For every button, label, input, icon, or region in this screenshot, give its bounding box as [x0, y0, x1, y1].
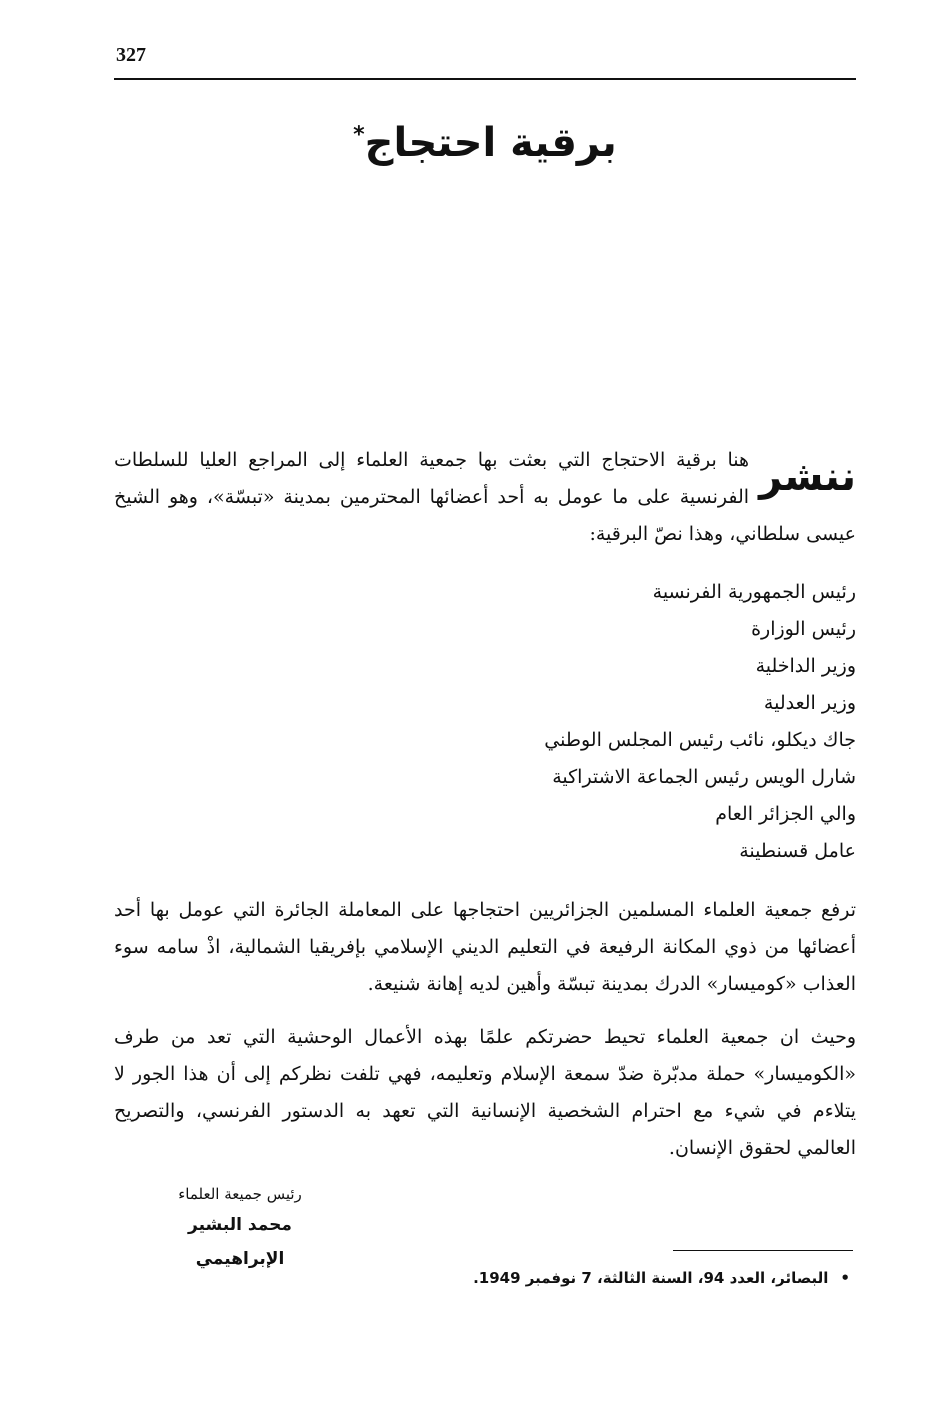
signature-name: محمد البشير الإبراهيمي	[188, 1215, 292, 1269]
recipient-item: رئيس الجمهورية الفرنسية	[652, 581, 856, 603]
intro-text: هنا برقية الاحتجاج التي بعثت بها جمعية العلماء إلى المراجع العليا للسلطات الفرنسية على ما عومل به أحد أعضائها المحترمين بمدينة «تبسّة»، وهو الشيخ عيسى سلطاني، وهذا نصّ البرقية:	[114, 449, 856, 545]
footnote-rule	[673, 1250, 853, 1251]
recipient-item: شارل الويس رئيس الجماعة الاشتراكية	[552, 766, 856, 788]
intro-drop-word: ننشر	[759, 454, 856, 500]
title-text: برقية احتجاج	[364, 120, 617, 166]
title-footnote-marker: *	[353, 122, 365, 148]
signature-block	[150, 1180, 330, 1276]
header-rule	[114, 78, 856, 80]
recipient-list	[114, 574, 860, 870]
footnote-bullet: •	[840, 1269, 850, 1287]
footnote-text: البصائر، العدد 94، السنة الثالثة، 7 نوفمبر 1949.	[473, 1269, 829, 1287]
footnote	[400, 1264, 850, 1292]
recipient-item: وزير الداخلية	[755, 655, 856, 677]
body-paragraph-1: ترفع جمعية العلماء المسلمين الجزائريين احتجاجها على المعاملة الجائرة التي عومل بها أحد أعضائها من ذوي المكانة الرفيعة في التعليم الديني الإسلامي بإفريقيا الشمالية، اذْ سامه سوء العذاب «كوميسار» الدرك بمدينة تبسّة وأهين لديه إهانة شنيعة.	[114, 899, 856, 995]
page-number: 327	[116, 44, 146, 66]
recipient-item: عامل قسنطينة	[739, 840, 856, 862]
recipient-item: وزير العدلية	[763, 692, 856, 714]
recipient-item: والي الجزائر العام	[715, 803, 856, 825]
recipient-item: رئيس الوزارة	[751, 618, 856, 640]
intro-paragraph	[114, 442, 856, 553]
page-title	[114, 120, 856, 166]
signature-title: رئيس جميعة العلماء	[178, 1185, 302, 1203]
recipient-item: جاك ديكلو، نائب رئيس المجلس الوطني	[544, 729, 856, 751]
body-paragraph-2: وحيث ان جمعية العلماء تحيط حضرتكم علمًا بهذه الأعمال الوحشية التي تعد من طرف «الكوميسار» حملة مدبّرة ضدّ سمعة الإسلام وتعليمه، فهي تلفت نظركم إلى أن هذا الجور لا يتلاءم في شيء مع احترام الشخصية الإنسانية التي تعهد به الدستور الفرنسي، والتصريح العالمي لحقوق الإنسان.	[114, 1026, 856, 1159]
